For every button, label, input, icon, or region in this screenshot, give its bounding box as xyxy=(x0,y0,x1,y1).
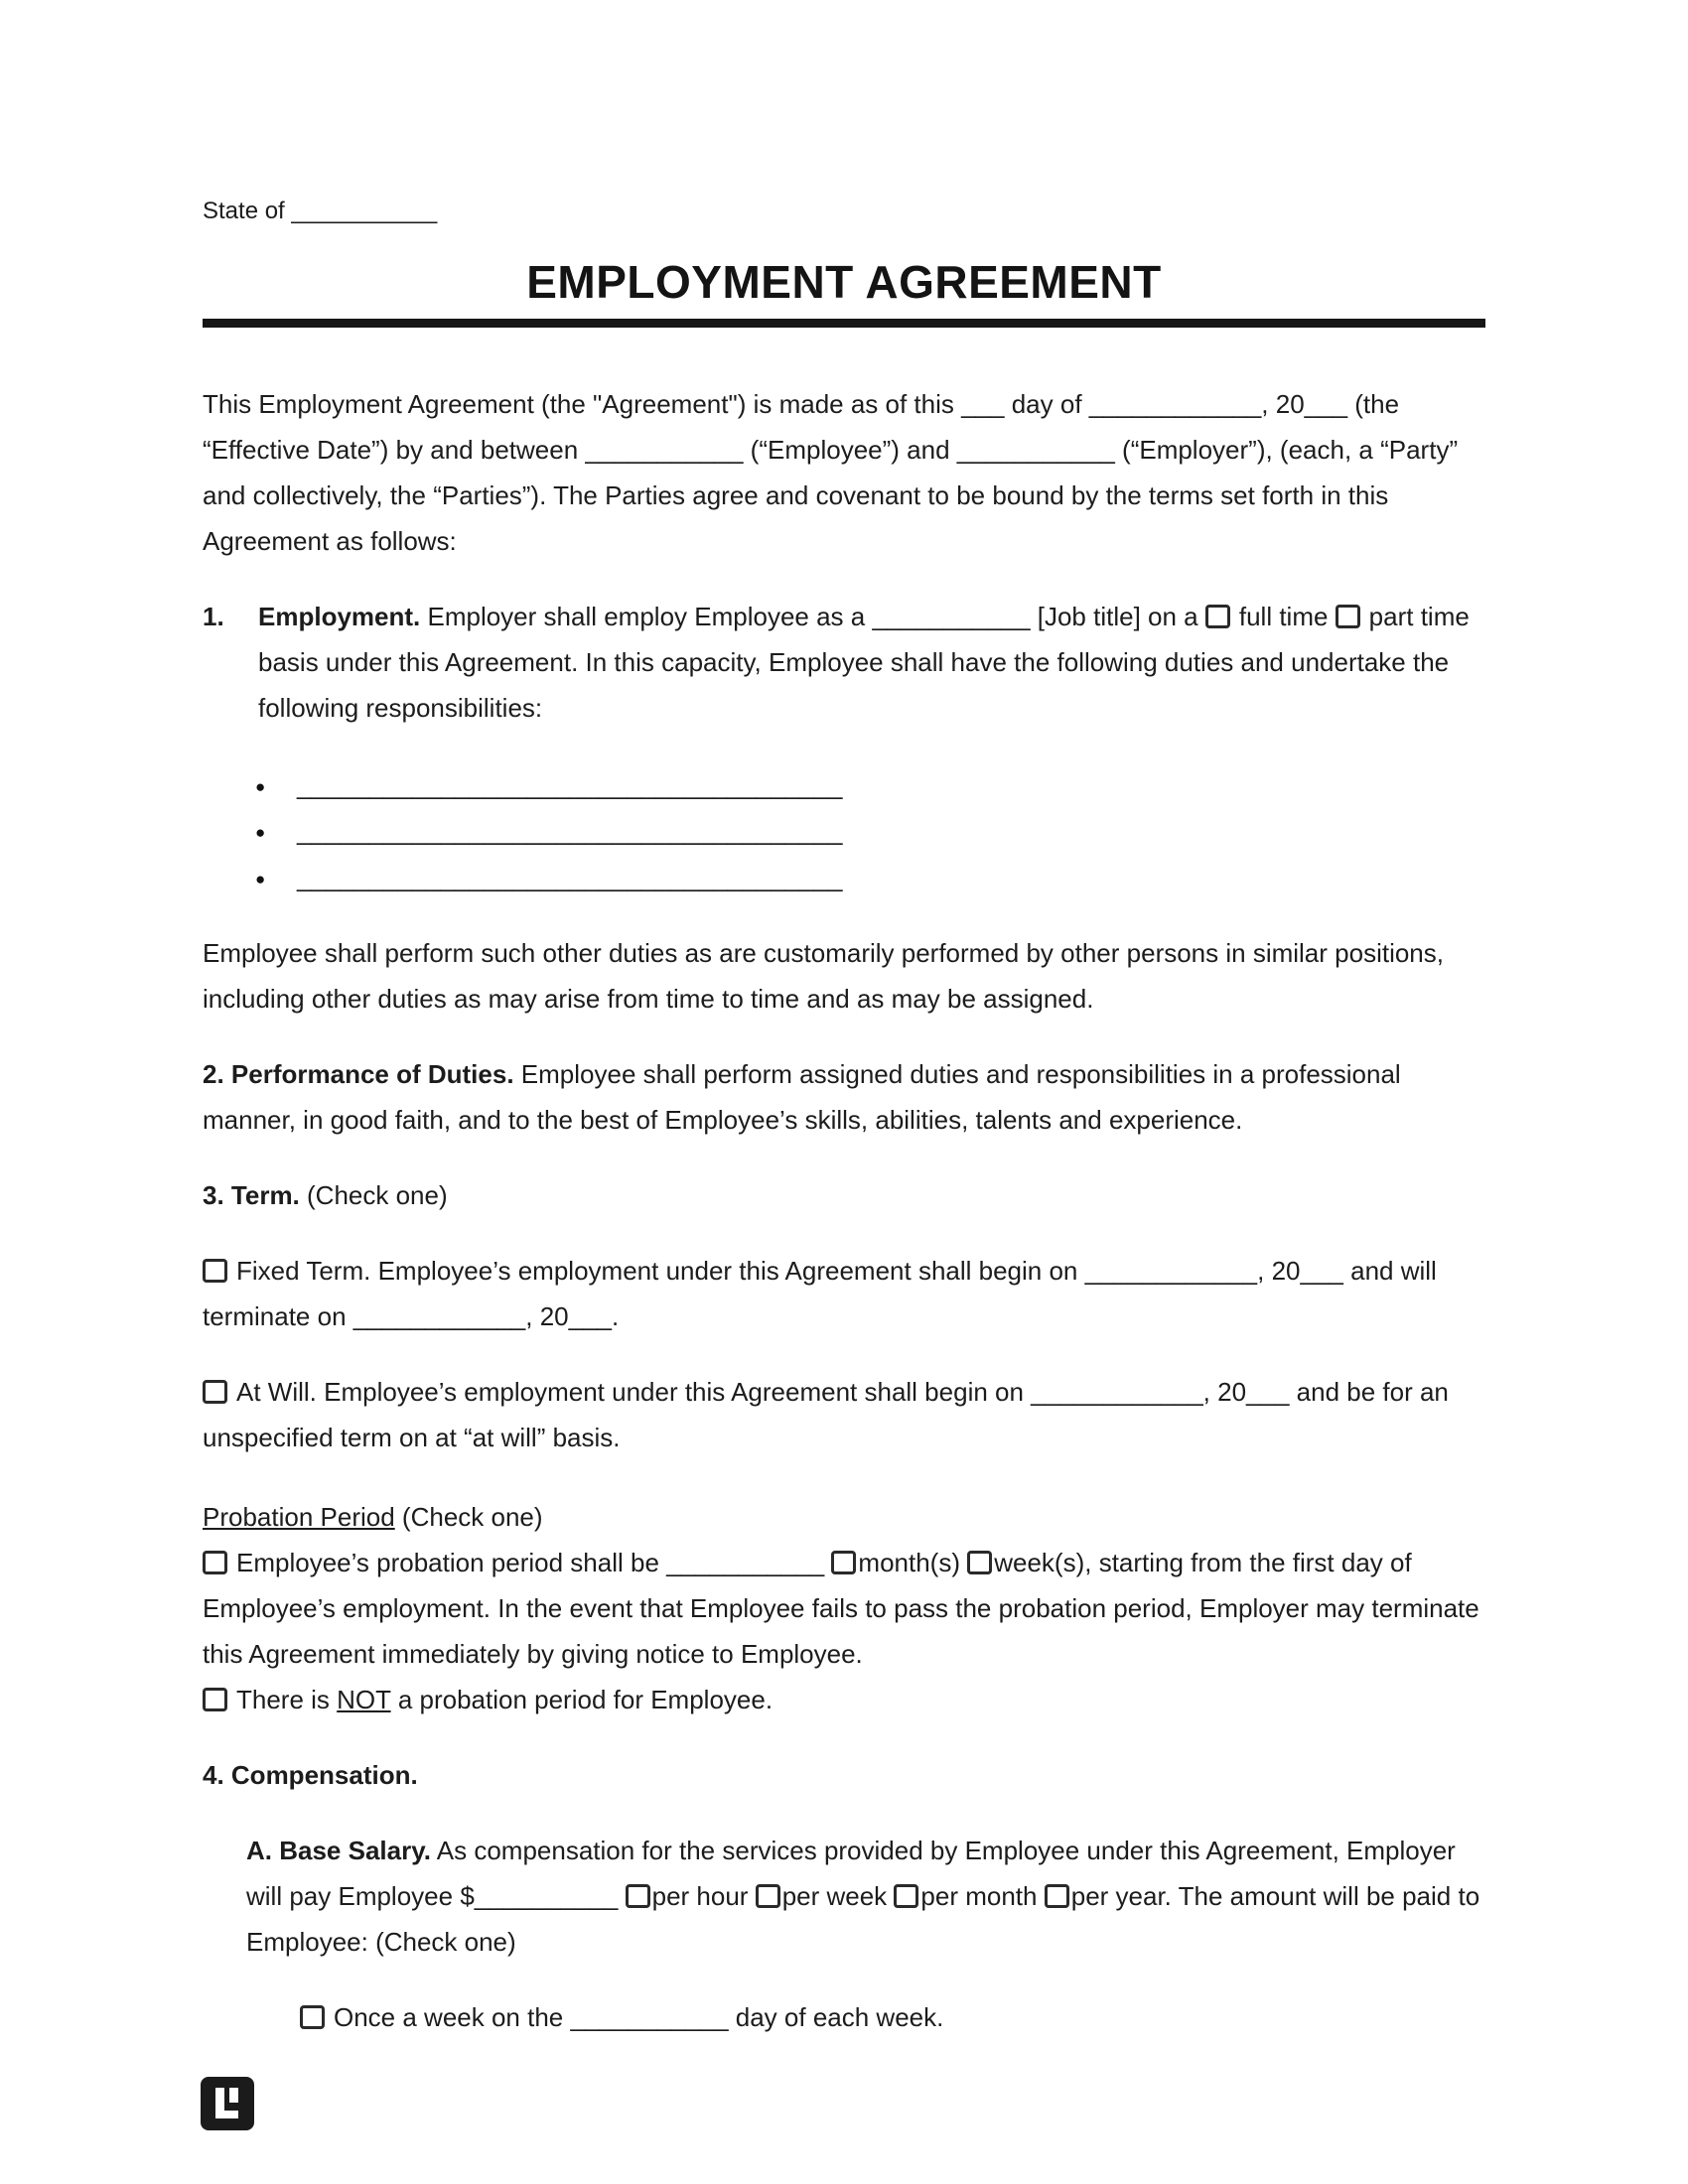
legaltemplates-logo xyxy=(201,2077,254,2130)
bullet-icon: ● xyxy=(255,777,266,797)
section-3-heading: 3. Term. xyxy=(203,1179,300,1210)
once-a-week-label: Once a week on the ___________ day of each week. xyxy=(334,2001,944,2032)
title-rule xyxy=(203,319,1485,328)
months-label: month(s) xyxy=(858,1547,960,1577)
per-hour-checkbox[interactable] xyxy=(626,1884,650,1908)
duties-list xyxy=(255,762,1485,899)
document-title: EMPLOYMENT AGREEMENT xyxy=(526,256,1162,309)
no-probation-b: a probation period for Employee. xyxy=(397,1684,774,1714)
duty-blank: ______________________________________ xyxy=(297,862,843,892)
probation-option-2 xyxy=(203,1677,1485,1722)
at-will-option xyxy=(203,1369,1485,1460)
weeks-label: week(s), starting from the first day xyxy=(994,1547,1383,1577)
at-will-checkbox[interactable] xyxy=(203,1380,227,1404)
no-probation-a: There is xyxy=(236,1684,330,1714)
duty-blank: ______________________________________ xyxy=(297,816,843,847)
once-a-week-option xyxy=(300,1994,1485,2040)
probation-option-1 xyxy=(203,1540,1485,1677)
section-1-number: 1. xyxy=(203,602,224,632)
full-time-label: full time xyxy=(1238,602,1329,632)
weeks-checkbox[interactable] xyxy=(967,1551,992,1574)
at-will-label: At Will. xyxy=(236,1376,317,1407)
duty-blank-line xyxy=(255,762,1485,808)
at-will-body: Employee’s employment under this Agreement shall begin on ____________, 20___ and be for an unspecified term on at “at will” basis. xyxy=(203,1376,1449,1452)
no-probation-checkbox[interactable] xyxy=(203,1688,227,1711)
fixed-term-body: Employee’s employment under this Agreement shall begin on ____________, 20___ and will terminate on ____________, 20___. xyxy=(203,1255,1437,1331)
section-2-performance xyxy=(203,1051,1485,1143)
per-month-label: per month xyxy=(920,1880,1038,1911)
base-salary-body-a: As compensation for the services provided by Employee under this Agreement, Employer will pay Employee $__________ xyxy=(246,1835,1456,1911)
section-1-body-b: part time basis under this Agreement. In this capacity, Employee shall have the following duties and undertake the following responsibilities: xyxy=(258,602,1470,724)
per-week-label: per week xyxy=(781,1880,888,1911)
section-3-term xyxy=(203,1172,1485,1218)
part-time-checkbox[interactable] xyxy=(1336,605,1360,628)
section-4-heading: 4. Compensation. xyxy=(203,1759,418,1790)
section-1-heading: Employment. xyxy=(258,602,421,632)
duty-blank-line xyxy=(255,855,1485,900)
per-week-checkbox[interactable] xyxy=(756,1884,780,1908)
state-of-blank: ___________ xyxy=(291,198,438,224)
section-2-heading: 2. Performance of Duties. xyxy=(203,1058,514,1089)
once-a-week-checkbox[interactable] xyxy=(300,2005,325,2029)
fixed-term-label: Fixed Term. xyxy=(236,1255,371,1286)
fixed-term-option xyxy=(203,1248,1485,1339)
per-year-checkbox[interactable] xyxy=(1045,1884,1069,1908)
duty-blank: ______________________________________ xyxy=(297,770,843,801)
full-time-checkbox[interactable] xyxy=(1205,605,1230,628)
no-probation-not: NOT xyxy=(337,1684,391,1714)
other-duties-paragraph: Employee shall perform such other duties as are customarily performed by other persons in similar positions, including other duties as may arise from time to time and as may be assigned. xyxy=(203,937,1444,1014)
per-month-checkbox[interactable] xyxy=(894,1884,918,1908)
bullet-icon: ● xyxy=(255,823,266,843)
state-of-line xyxy=(203,191,1485,232)
section-1-body-a: Employer shall employ Employee as a ___________ [Job title] on a xyxy=(427,602,1198,632)
legaltemplates-logo-icon xyxy=(201,2077,254,2130)
per-hour-label: per hour xyxy=(651,1880,749,1911)
check-one-note: (Check one) xyxy=(307,1179,448,1210)
probation-opt1-b: of Employee’s employment. In the event that Employee fails to pass the probation period, Employer may terminate this Agreement immediately by giving notice to Employee. xyxy=(203,1547,1479,1669)
probation-period-checkbox[interactable] xyxy=(203,1551,227,1574)
duty-blank-line xyxy=(255,808,1485,854)
section-2-body: Employee shall perform assigned duties and responsibilities in a professional manner, in good faith, and to the best of Employee’s skills, abilities, talents and experience. xyxy=(203,1058,1401,1135)
per-year-label: per year. The amount will be paid to Employee: (Check one) xyxy=(246,1880,1480,1957)
fixed-term-checkbox[interactable] xyxy=(203,1259,227,1283)
months-checkbox[interactable] xyxy=(831,1551,856,1574)
probation-heading: Probation Period xyxy=(203,1501,395,1532)
state-of-label: State of xyxy=(203,198,285,224)
probation-check-one-note: (Check one) xyxy=(401,1501,543,1532)
section-1-employment xyxy=(203,594,1485,731)
intro-paragraph: This Employment Agreement (the "Agreement") is made as of this ___ day of ____________, 20___ (the “Effective Date”) by and between ___________ (“Employee”) and ___________ (“Employer”), (each, a “Party” and collectively, the “Parties”). The Parties agree and covenant to be bound by the terms set forth in this Agreement as follows: xyxy=(203,389,1459,557)
probation-section xyxy=(203,1494,1485,1722)
base-salary-paragraph xyxy=(246,1828,1485,1965)
probation-heading-line xyxy=(203,1494,1485,1540)
base-salary-label: A. Base Salary. xyxy=(246,1835,431,1865)
bullet-icon: ● xyxy=(255,869,266,888)
probation-opt1-a: Employee’s probation period shall be ___________ xyxy=(236,1547,825,1577)
